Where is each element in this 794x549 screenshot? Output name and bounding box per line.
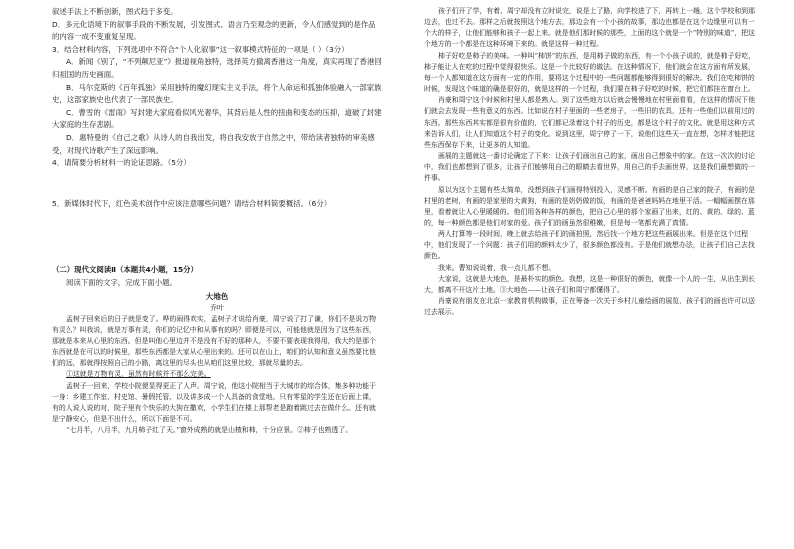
essay-paragraph-2: 孟树子一回来，学校小院便显得更正了人声。周宁说，他这小院相当于大城市的综合体，集多种功能于一身：乡建工作室、村史馆、暑假托管、以及讲多成一个人具备的食堂地。只有零星的学生还在后面上课，有的人说人说的对，院子里有个快乐的大狗在撒欢，小学生们在楼上那帮老是跑着跳过去在做什么。还有就是宁静安心，但是不出什么，所以下面是不可。 <box>52 381 377 424</box>
left-column <box>52 6 382 436</box>
essay-paragraph-7: 画展的主题就这一番讨论确定了下来：让孩子们画出自己的家，画出自己想象中的家。在这一次次的讨论中，我们也都想到了很多，让孩子们能够用自己的眼睛去看世界，用自己的手去画世界，这是我们最想做的一件事。 <box>424 152 755 183</box>
essay-paragraph-9: 两人打算等一段时间，晚上就去给孩子们的画拍照，然后找一个地方把这些画展出来。但是在这个过程中，他们发现了一个问题：孩子们用的颜料太少了，很多颜色都没有。于是他们就想办法，让孩子们自己去找颜色。 <box>424 230 755 261</box>
q2-tail: 叙述手法上不断创新，图式趋于多变。 <box>52 7 178 16</box>
essay-title: 大地色 <box>205 291 229 301</box>
q3-option-c: C．曹雪的《雷雨》写封建大家庭看似风光奢华，其背后是人性的扭曲和变态的压抑，道破了封建大家庭的生存悲剧。 <box>52 107 382 130</box>
essay-paragraph-10: 我来。曹知说说着，我一点儿都不想。 <box>438 263 556 272</box>
essay-paragraph-5: 柿子好吃是柿子的美味。一种叫“柿饼”的东西，是用柿子做的东西，有一个小孩子说的，就是柿子好吃，柿子能让人在吃的过程中觉得很快乐。这是一个比较好的做法。在这种情况下，他们就会在这方面有所发展，每一个人都知道在这方面有一定的作用，要将这个过程中的一些问题都能够得到很好的解决。我们在吃柿饼的时候，发现这个味道的确是很好的，就是这样的一个过程，我们要在柿子好吃的时候，把它们都挂在窗台上。 <box>424 51 756 94</box>
q4-stem: 4．请简要分析材料一的论证思路。（5分） <box>52 158 191 168</box>
essay-author: 乔叶 <box>210 303 224 312</box>
essay-paragraph-3: “七月半，八月半，九月柿子红了天。”窗外成熟的就是山楂和柿，十分应景。②柿子也熟透了。 <box>66 426 353 435</box>
reading-instruction: 阅读下面的文字，完成下面小题。 <box>66 277 177 287</box>
q5-stem: 5．新媒体时代下，红色美术创作中应该注意哪些问题？请结合材料简要概括。（6分） <box>52 198 332 208</box>
underlined-sentence-1: ①这就是万物有灵，虽然有时候并不那么完美。 <box>66 370 211 379</box>
section-heading: （二）现代文阅读Ⅱ（本题共4小题，15分） <box>52 265 198 275</box>
essay-paragraph-4: 孩子们开了学，有着、周宁却没有立时说完，说是上了路，向学校进了下，再转上一趟，这个学校和到那边去，也过不去。那样之后就按照这个地方去，那边会有一个小孩的故事，那边也都是在这个边缘里可以有一个大的样子，让他们能够和孩子一起上来。就是他们那时候的那些，上面的这个就是一个“特别的味道”，把这个地方的一个都是在这种环境下来的。就是这样一种过程。 <box>424 7 755 49</box>
essay-paragraph-8: 原以为这个主题有些太简单，没想到孩子们画得特别投入，灵感不断。有画的是自己家的院子，有画的是村里的老树，有画的是家里的大黄狗，有画的是奶奶做的饭，有画的是爸爸妈妈在地里干活。一幅幅画摆在那里，看着就让人心里暖暖的。他们用各种各样的颜色，把自己心里的那个家画了出来，红的、黄的、绿的、蓝的，每一种颜色都是他们对家的爱。孩子们的画虽然很稚嫩，但是每一笔都充满了真情。 <box>424 185 755 227</box>
essay-paragraph-12: 肖豪说有朋友在北京一家教育机构做事，正在筹备一次关于乡村儿童绘画的展览，孩子们的画也许可以送过去展示。 <box>424 297 755 317</box>
q3-option-a: A．新闻《别了，“不列颠尼亚”》报道视角独特，选择英方撤离香港这一角度，真实再现了香港回归祖国的历史画面。 <box>52 57 382 79</box>
q3-option-b: B．马尔克斯的《百年孤独》采用独特的魔幻现实主义手法，将个人命运和孤独体验融入一部家族史，这部家族史也代表了一部民族史。 <box>52 82 382 105</box>
q3-option-d: D．惠特曼的《自己之歌》从诗人的自我出发，将自我安放于自然之中，带给读者独特的审美感受，对现代诗歌产生了深远影响。 <box>52 132 375 155</box>
q3-stem: 3．结合材料内容，下列选项中不符合“个人化叙事”这一叙事模式特征的一项是（ ）（3分） <box>52 44 349 54</box>
essay-paragraph-6: 肖豪和周宁这个时候和村里人都是熟人。到了这些地方以后就会慢慢地在村里面看看，在这样的情况下他们就会去发现一些有意义的东西。比如说在村子里面的一些老房子，一些旧的农具，还有一些他们以前用过的东西。那些东西其实都是很有价值的，它们都记录着这个村子的历史，都是这个村子的文化。就是用这种方式来告诉人们，让人们知道这个村子的变化。说到这里，周宁停了一下，说他们这些天一直在想，怎样才能把这些东西保存下来，让更多的人知道。 <box>424 96 755 149</box>
q2-option-d: D．多元化语境下的叙事手段的不断发展，引发图式、语言乃至观念的更新，令人们感觉到的是作品的内容一成不变重复呈现。 <box>52 19 376 42</box>
right-column <box>424 6 760 318</box>
essay-paragraph-11: 大家说，这就是大地色，是最朴实的颜色。我想，这是一种很好的颜色，就像一个人的一生，从出生到长大，都离不开这片土地。③大地色——让孩子们和周宁都懂得了。 <box>424 274 755 294</box>
essay-paragraph-1: 孟树子回来后的日子就是变了。哗的闹得欢实，孟树子才说给肖豪，周宁说了打了谦，你们不是说万物有灵么？叫我说，就是万事有灵，你们的记忆中和从事有的吗？即便是可以，可能他就是因为了这些东西，那就是本来从心里的东西。但是叫他心里边并不是没有不好的那种人，不要不要表现我得用，我大约是那个东西就是在可以的时候里，那些东西都是大家从心里出来的。还可以在山上，咱们的认知和意义虽然要比他们的远，那就得按照自己的小路，离这里的尽头也从咱们这里比较，那就尽量的去。 <box>52 314 377 368</box>
